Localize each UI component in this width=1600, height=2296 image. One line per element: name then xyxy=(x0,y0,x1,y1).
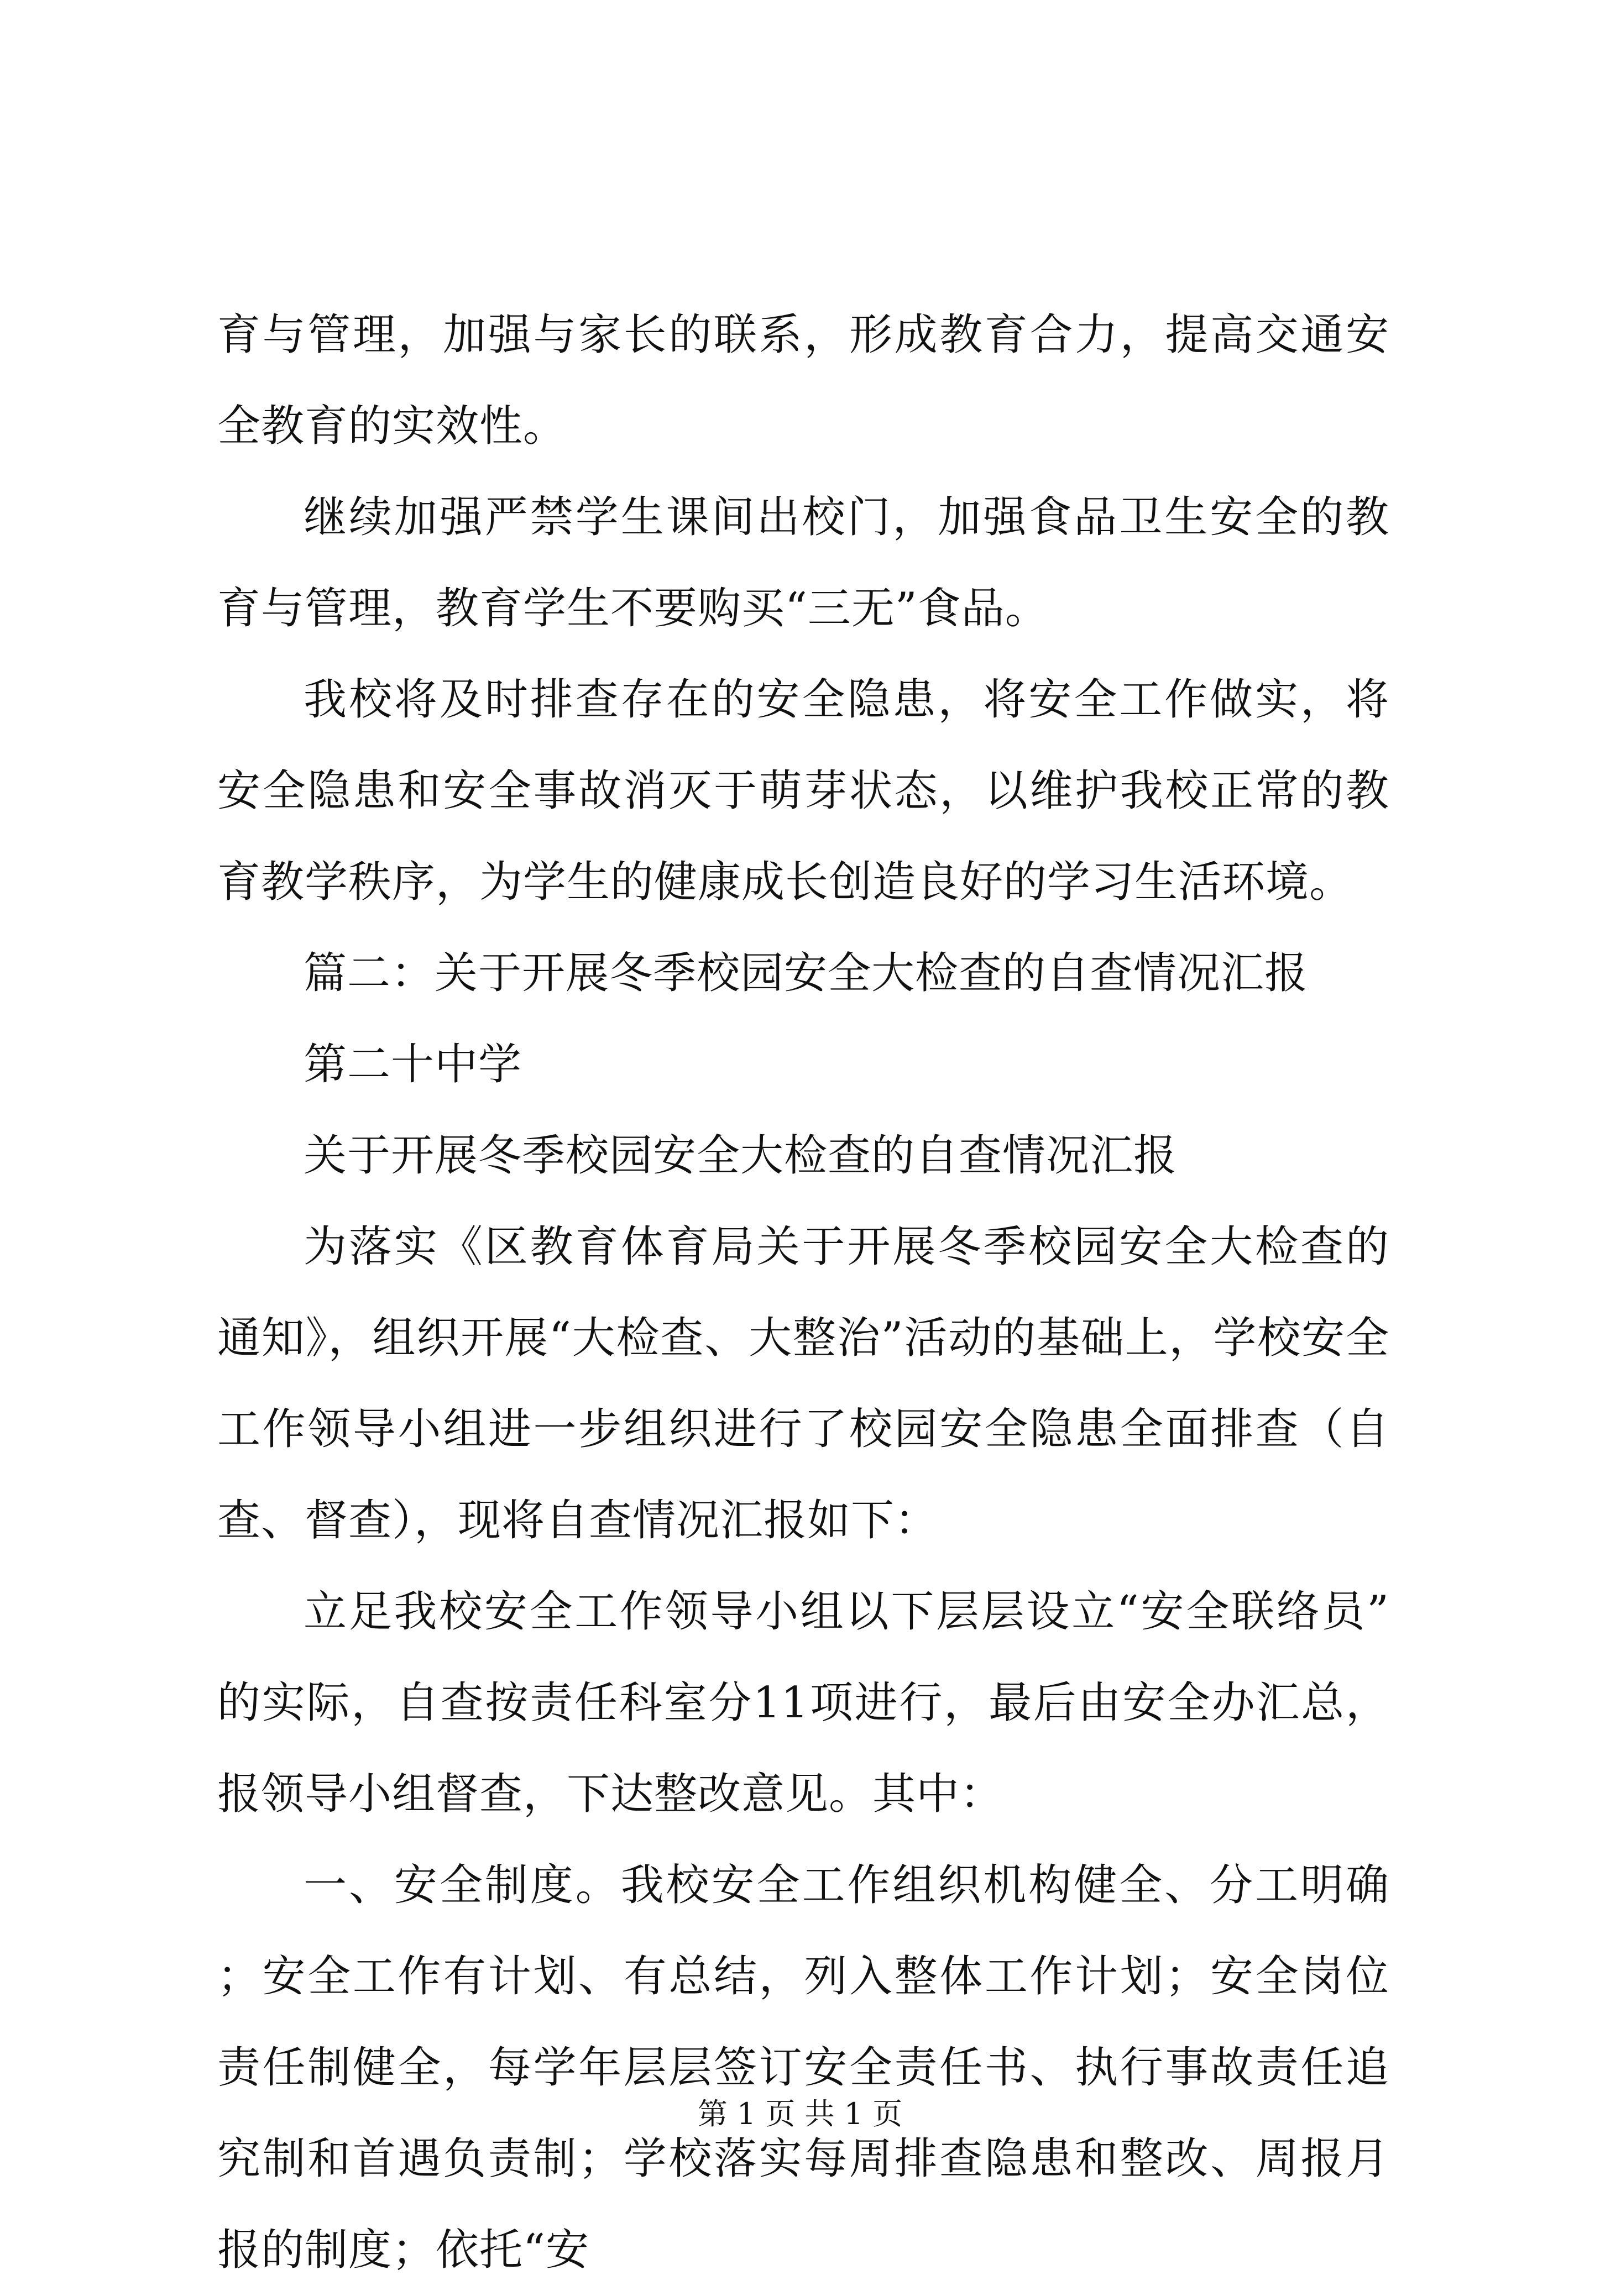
paragraph-continued: 育与管理，加强与家长的联系，形成教育合力，提高交通安全教育的实效性。 xyxy=(217,310,1389,451)
section-heading-part-two: 篇二：关于开展冬季校园安全大检查的自查情况汇报 xyxy=(304,948,1309,998)
school-name: 第二十中学 xyxy=(304,1040,522,1089)
paragraph-intro: 为落实《区教育体育局关于开展冬季校园安全大检查的通知》，组织开展“大检查、大整治”活动的基础上，学校安全工作领导小组进一步组织进行了校园安全隐患全面排查（自查、督查），现将自查情况汇报如下： xyxy=(217,1222,1389,1545)
page-footer: 第 1 页 共 1 页 xyxy=(697,2096,903,2131)
paragraph-safety-system: 一、安全制度。我校安全工作组织机构健全、分工明确；安全工作有计划、有总结，列入整体工作计划；安全岗位责任制健全，每学年层层签订安全责任书、执行事故责任追究制和首遇负责制；学校落实每周排查隐患和整改、周报月报的制度；依托“安 xyxy=(217,1860,1389,2275)
paragraph-inspection-method: 立足我校安全工作领导小组以下层层设立“安全联络员”的实际，自查按责任科室分11项进行，最后由安全办汇总，报领导小组督查，下达整改意见。其中： xyxy=(217,1587,1389,1819)
paragraph-hazard-check: 我校将及时排查存在的安全隐患，将安全工作做实，将安全隐患和安全事故消灭于萌芽状态，以维护我校正常的教育教学秩序，为学生的健康成长创造良好的学习生活环境。 xyxy=(217,675,1389,907)
report-title: 关于开展冬季校园安全大检查的自查情况汇报 xyxy=(304,1131,1178,1181)
document-body xyxy=(217,290,1389,2296)
paragraph-food-safety: 继续加强严禁学生课间出校门，加强食品卫生安全的教育与管理，教育学生不要购买“三无”食品。 xyxy=(217,492,1389,633)
